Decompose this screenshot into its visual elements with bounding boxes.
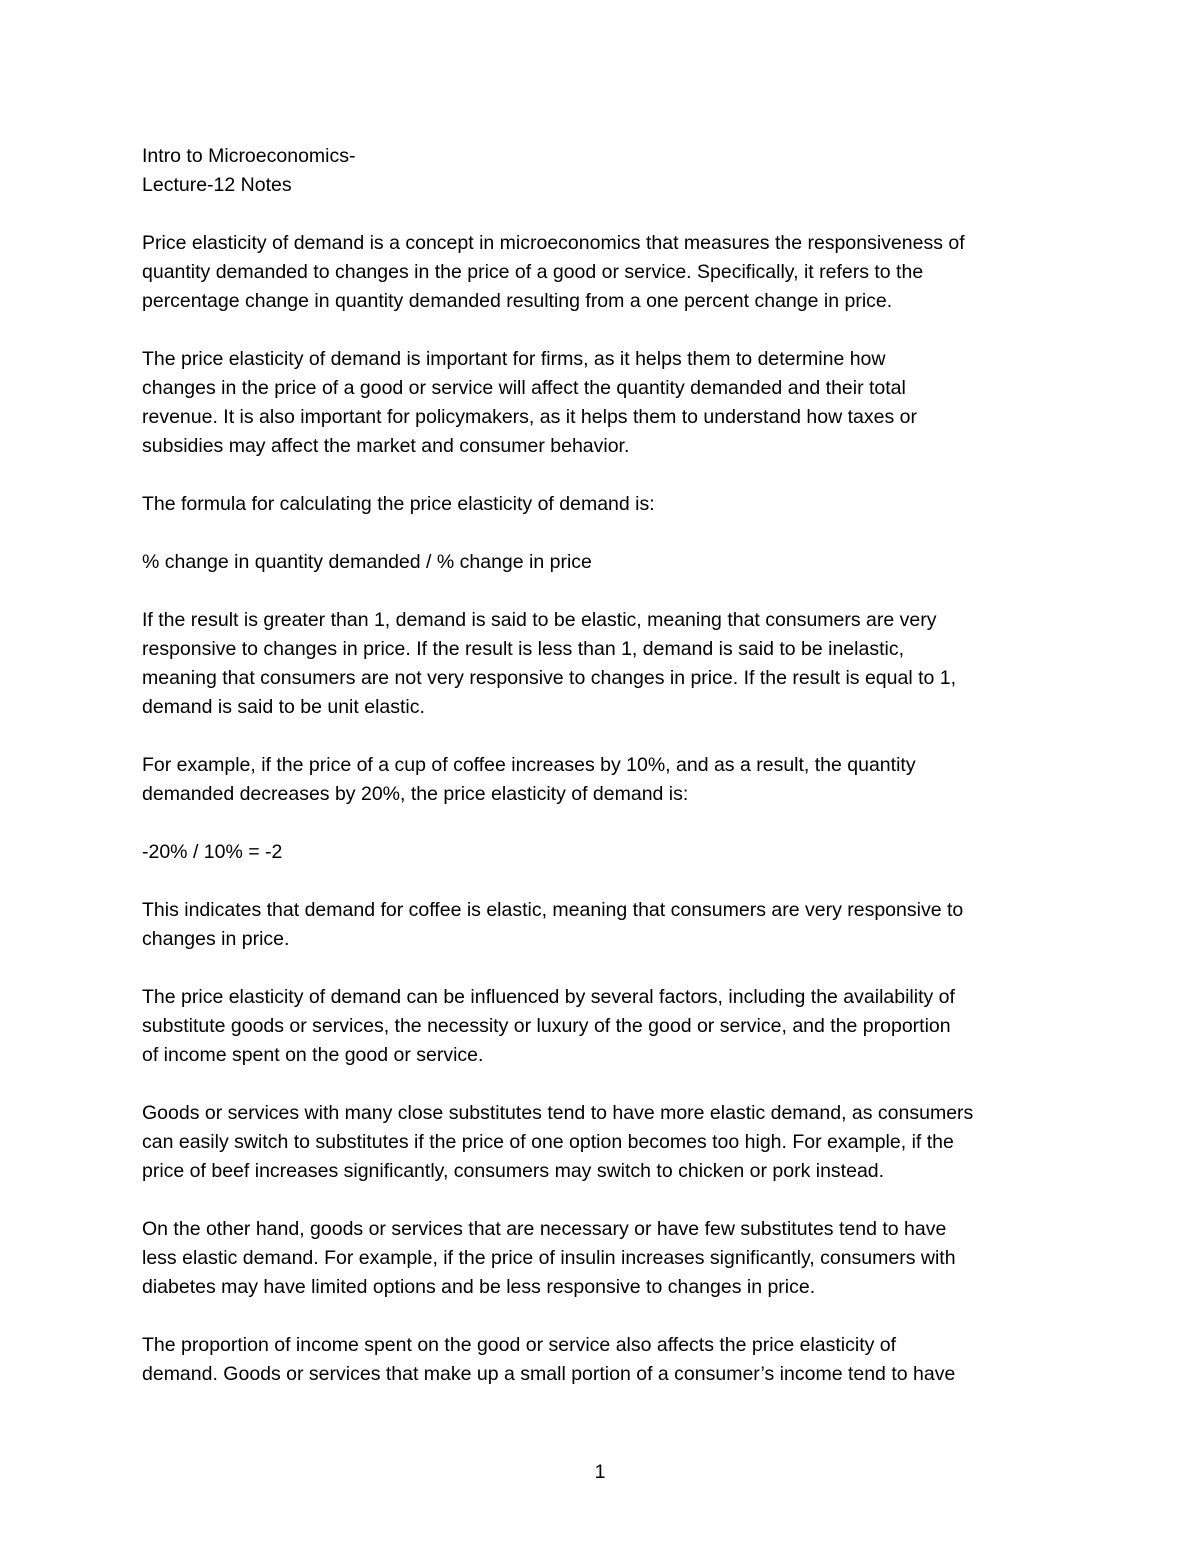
paragraph-income-proportion <box>142 1331 1062 1389</box>
paragraph-factors <box>142 983 1062 1070</box>
text-line: quantity demanded to changes in the price of a good or service. Specifically, it refers to the <box>142 261 924 283</box>
paragraph-formula <box>142 548 1062 577</box>
text-line: meaning that consumers are not very responsive to changes in price. If the result is equal to 1, <box>142 667 957 689</box>
text-line: can easily switch to substitutes if the price of one option becomes too high. For example, if the <box>142 1131 954 1153</box>
paragraph-interpretation <box>142 606 1062 722</box>
document-body <box>142 142 1062 1389</box>
text-line: changes in the price of a good or service will affect the quantity demanded and their total <box>142 377 906 399</box>
text-line: diabetes may have limited options and be less responsive to changes in price. <box>142 1276 816 1298</box>
text-line: If the result is greater than 1, demand is said to be elastic, meaning that consumers are very <box>142 609 937 631</box>
text-line: Goods or services with many close substitutes tend to have more elastic demand, as consumers <box>142 1102 974 1124</box>
text-line: The price elasticity of demand can be influenced by several factors, including the availability of <box>142 986 955 1008</box>
text-line: responsive to changes in price. If the result is less than 1, demand is said to be inelastic, <box>142 638 904 660</box>
paragraph-example <box>142 751 1062 809</box>
text-line: of income spent on the good or service. <box>142 1044 484 1066</box>
text-line: The price elasticity of demand is important for firms, as it helps them to determine how <box>142 348 886 370</box>
text-line: On the other hand, goods or services that are necessary or have few substitutes tend to have <box>142 1218 947 1240</box>
text-line: demand. Goods or services that make up a small portion of a consumer’s income tend to have <box>142 1363 956 1385</box>
paragraph-example-conclusion <box>142 896 1062 954</box>
document-header <box>142 142 1062 200</box>
text-line: The formula for calculating the price elasticity of demand is: <box>142 493 655 515</box>
text-line: This indicates that demand for coffee is elastic, meaning that consumers are very responsive to <box>142 899 964 921</box>
text-line: less elastic demand. For example, if the price of insulin increases significantly, consumers with <box>142 1247 956 1269</box>
paragraph-example-calculation <box>142 838 1062 867</box>
course-title: Intro to Microeconomics- <box>142 145 356 167</box>
text-line: substitute goods or services, the necessity or luxury of the good or service, and the proportion <box>142 1015 951 1037</box>
formula-line: -20% / 10% = -2 <box>142 841 283 863</box>
paragraph-definition <box>142 229 1062 316</box>
text-line: percentage change in quantity demanded resulting from a one percent change in price. <box>142 290 893 312</box>
text-line: changes in price. <box>142 928 290 950</box>
text-line: For example, if the price of a cup of coffee increases by 10%, and as a result, the quantity <box>142 754 916 776</box>
paragraph-formula-intro <box>142 490 1062 519</box>
text-line: subsidies may affect the market and consumer behavior. <box>142 435 630 457</box>
paragraph-substitutes <box>142 1099 1062 1186</box>
text-line: demand is said to be unit elastic. <box>142 696 425 718</box>
lecture-title: Lecture-12 Notes <box>142 174 292 196</box>
text-line: The proportion of income spent on the good or service also affects the price elasticity of <box>142 1334 897 1356</box>
paragraph-importance <box>142 345 1062 461</box>
formula-line: % change in quantity demanded / % change in price <box>142 551 592 573</box>
text-line: demanded decreases by 20%, the price elasticity of demand is: <box>142 783 689 805</box>
text-line: revenue. It is also important for policymakers, as it helps them to understand how taxes or <box>142 406 917 428</box>
text-line: Price elasticity of demand is a concept in microeconomics that measures the responsiveness of <box>142 232 965 254</box>
page-number: 1 <box>594 1461 606 1483</box>
text-line: price of beef increases significantly, consumers may switch to chicken or pork instead. <box>142 1160 885 1182</box>
paragraph-necessities <box>142 1215 1062 1302</box>
